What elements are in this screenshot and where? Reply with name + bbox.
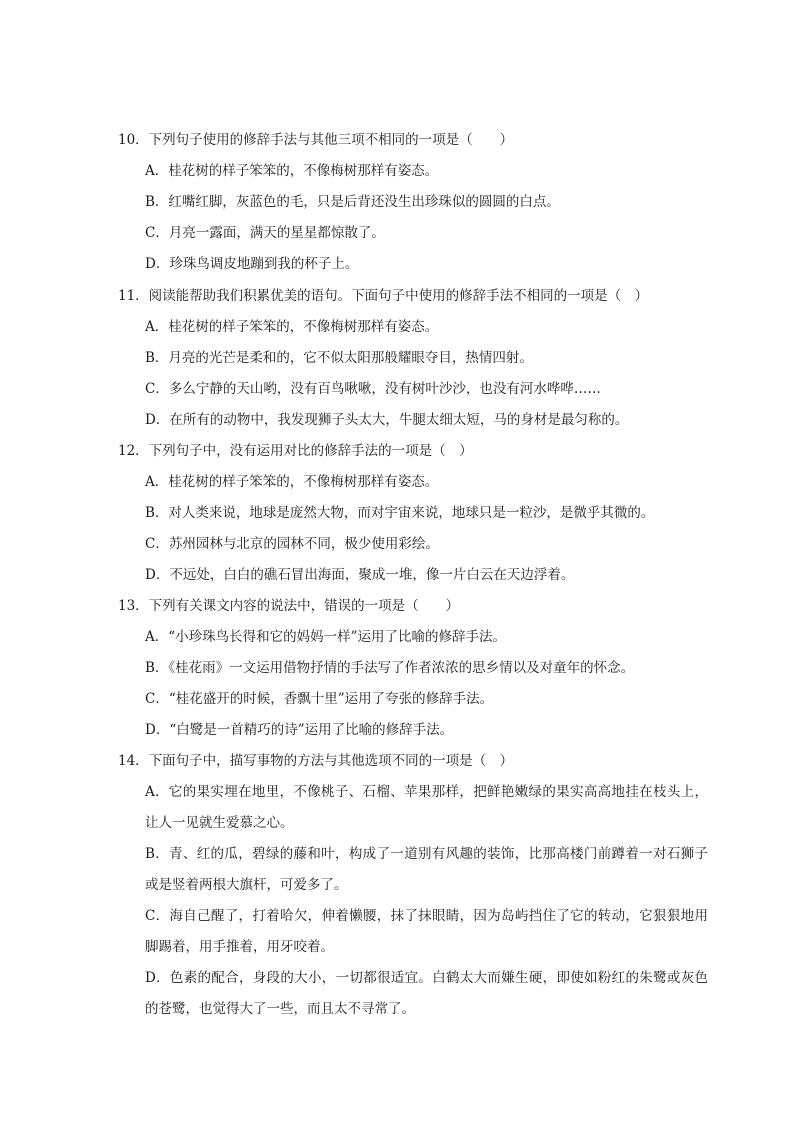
question-13	[118, 591, 708, 746]
question-12	[118, 436, 708, 591]
option-d: D．“白鹭是一首精巧的诗”运用了比喻的修辞手法。	[145, 722, 454, 738]
option-c: C．月亮一露面，满天的星星都惊散了。	[145, 225, 385, 241]
option-d: D．在所有的动物中，我发现狮子头太大，牛腿太细太短，马的身材是最匀称的。	[145, 412, 629, 428]
option-b: B．对人类来说，地球是庞然大物，而对宇宙来说，地球只是一粒沙，是微乎其微的。	[145, 505, 655, 521]
option-a: A．桂花树的样子笨笨的，不像梅树那样有姿态。	[145, 319, 439, 335]
option-c: C．苏州园林与北京的园林不同，极少使用彩绘。	[145, 536, 439, 552]
option-d: D．色素的配合，身段的大小，一切都很适宜。白鹤太大而嫌生硬，即使如粉红的朱鹭或灰色的苍鹭，也觉得大了一些，而且太不寻常了。	[145, 970, 708, 1017]
option-b: B．青、红的瓜，碧绿的藤和叶，构成了一道别有风趣的装饰，比那高楼门前蹲着一对石狮子或是竖着两根大旗杆，可爱多了。	[145, 846, 708, 893]
question-stem: 12．下列句子中，没有运用对比的修辞手法的一项是（ ）	[118, 443, 473, 459]
option-a: A．桂花树的样子笨笨的，不像梅树那样有姿态。	[145, 163, 439, 179]
option-c: C．海自己醒了，打着哈欠，伸着懒腰，抹了抹眼睛，因为岛屿挡住了它的转动，它狠狠地用脚踢着，用手推着，用牙咬着。	[145, 908, 708, 955]
option-c: C．多么宁静的天山哟，没有百鸟啾啾，没有树叶沙沙，也没有河水哗哗……	[145, 381, 601, 397]
option-d: D．珍珠鸟调皮地蹦到我的杯子上。	[145, 256, 359, 272]
question-stem: 11．阅读能帮助我们积累优美的语句。下面句子中使用的修辞手法不相同的一项是（ ）	[118, 288, 649, 304]
option-a: A．“小珍珠鸟长得和它的妈妈一样”运用了比喻的修辞手法。	[145, 629, 507, 645]
option-d: D．不远处，白白的礁石冒出海面，聚成一堆，像一片白云在天边浮着。	[145, 567, 575, 583]
question-stem: 13．下列有关课文内容的说法中，错误的一项是（ ）	[118, 598, 460, 614]
question-11	[118, 281, 708, 436]
option-a: A．桂花树的样子笨笨的，不像梅树那样有姿态。	[145, 474, 439, 490]
option-c: C．“桂花盛开的时候，香飘十里”运用了夸张的修辞手法。	[145, 691, 494, 707]
question-stem: 14．下面句子中，描写事物的方法与其他选项不同的一项是（ ）	[118, 753, 514, 769]
option-b: B．《桂花雨》一文运用借物抒情的手法写了作者浓浓的思乡情以及对童年的怀念。	[145, 660, 635, 676]
option-a: A．它的果实埋在地里，不像桃子、石榴、苹果那样，把鲜艳嫩绿的果实高高地挂在枝头上，让人一见就生爱慕之心。	[145, 784, 708, 831]
option-b: B．红嘴红脚，灰蓝色的毛，只是后背还没生出珍珠似的圆圆的白点。	[145, 194, 560, 210]
option-b: B．月亮的光芒是柔和的，它不似太阳那般耀眼夺目，热情四射。	[145, 350, 533, 366]
question-stem: 10．下列句子使用的修辞手法与其他三项不相同的一项是（ ）	[118, 132, 514, 148]
question-14	[118, 746, 708, 1025]
question-10	[118, 125, 708, 280]
